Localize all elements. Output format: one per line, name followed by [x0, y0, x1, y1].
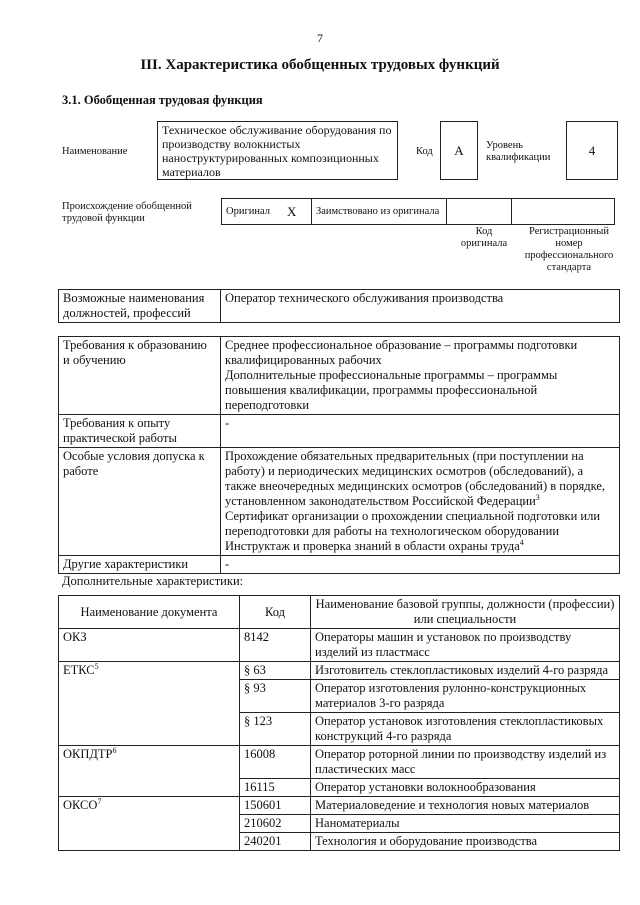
level-value-box: 4	[566, 121, 618, 180]
code-label: Код	[416, 146, 433, 157]
possible-names-value: Оператор технического обслуживания производства	[221, 290, 620, 323]
req-line: Сертификат организации о прохождении специальной подготовки или переподготовки для работы на технологическом оборудовании	[225, 509, 601, 538]
page-number: 7	[317, 31, 323, 45]
code-cell: 8142	[240, 629, 311, 662]
header-code: Код	[240, 596, 311, 629]
code-original-cell	[447, 199, 512, 225]
req-row-experience	[59, 415, 620, 448]
req-value: -	[221, 556, 620, 574]
footnote-ref: 5	[94, 661, 99, 671]
req-label: Требования к опыту практической работы	[59, 415, 221, 448]
reg-number-caption: Регистрационный номер профессионального стандарта	[524, 226, 614, 273]
code-cell: 150601	[240, 797, 311, 815]
code-cell: § 63	[240, 662, 311, 680]
code-value-box: А	[440, 121, 478, 180]
req-value	[221, 337, 620, 415]
footnote-ref: 6	[112, 745, 117, 755]
req-line: Дополнительные профессиональные программы – программы повышения квалификации, программы профессиональной переподготовки	[225, 368, 558, 412]
header-doc: Наименование документа	[59, 596, 240, 629]
doc-cell: ОКЗ	[59, 629, 240, 662]
name-cell: Операторы машин и установок по производству изделий из пластмасс	[311, 629, 620, 662]
name-cell: Материаловедение и технология новых материалов	[311, 797, 620, 815]
doc-cell: ОКСО$^7$	[59, 797, 240, 851]
reg-number-cell	[512, 199, 615, 225]
name-cell: Оператор установок изготовления стеклопластиковых конструкций 4-го разряда	[311, 713, 620, 746]
borrowed-label: Заимствовано из оригинала	[312, 199, 447, 225]
code-cell: 16008	[240, 746, 311, 779]
original-mark: X	[283, 199, 312, 225]
table-row	[59, 797, 620, 815]
possible-names-label: Возможные наименования должностей, профессий	[59, 290, 221, 323]
req-line: Среднее профессиональное образование – программы подготовки квалифицированных рабочих	[225, 338, 578, 367]
subsection-title: 3.1. Обобщенная трудовая функция	[62, 93, 263, 107]
name-cell: Изготовитель стеклопластиковых изделий 4-го разряда	[311, 662, 620, 680]
additional-header-row	[59, 596, 620, 629]
req-line: Инструктаж и проверка знаний в области охраны труда$^4$	[225, 537, 524, 553]
code-cell: § 93	[240, 680, 311, 713]
origin-label: Происхождение обобщенной трудовой функции	[62, 201, 192, 224]
function-name-box: Техническое обслуживание оборудования по производству волокнистых наноструктурированных композиционных материалов	[157, 121, 398, 180]
code-cell: 16115	[240, 779, 311, 797]
header-name: Наименование базовой группы, должности (профессии) или специальности	[311, 596, 620, 629]
name-cell: Технология и оборудование производства	[311, 833, 620, 851]
table-row	[59, 746, 620, 779]
req-row-other	[59, 556, 620, 574]
code-cell: § 123	[240, 713, 311, 746]
req-line: Прохождение обязательных предварительных (при поступлении на работу) и периодических медицинских осмотров (обследований), а также внеочередных медицинских осмотров (обследований) в порядке, установленном законодательством Российской Федерации$^3$	[225, 449, 606, 508]
section-title: III. Характеристика обобщенных трудовых функций	[140, 57, 500, 73]
name-label: Наименование	[62, 146, 128, 157]
name-cell: Оператор установки волокнообразования	[311, 779, 620, 797]
req-row-education	[59, 337, 620, 415]
footnote-ref: 3	[535, 492, 540, 502]
additional-table	[58, 595, 620, 851]
req-value: -	[221, 415, 620, 448]
doc-cell: ОКПДТР$^6$	[59, 746, 240, 797]
code-cell: 240201	[240, 833, 311, 851]
footnote-ref: 7	[97, 796, 102, 806]
req-value	[221, 448, 620, 556]
req-row-admission	[59, 448, 620, 556]
code-cell: 210602	[240, 815, 311, 833]
doc-cell: ЕТКС$^5$	[59, 662, 240, 746]
possible-names-table	[58, 289, 620, 323]
table-row	[59, 629, 620, 662]
code-original-caption: Код оригинала	[460, 226, 508, 249]
requirements-table	[58, 336, 620, 574]
original-label: Оригинал	[222, 199, 284, 225]
req-label: Другие характеристики	[59, 556, 221, 574]
origin-table	[221, 198, 615, 225]
req-label: Особые условия допуска к работе	[59, 448, 221, 556]
level-label: Уровень квалификации	[486, 140, 551, 163]
footnote-ref: 4	[519, 537, 524, 547]
table-row	[59, 662, 620, 680]
additional-title: Дополнительные характеристики:	[62, 574, 244, 588]
name-cell: Оператор роторной линии по производству изделий из пластических масс	[311, 746, 620, 779]
name-cell: Наноматериалы	[311, 815, 620, 833]
name-cell: Оператор изготовления рулонно-конструкционных материалов 3-го разряда	[311, 680, 620, 713]
req-label: Требования к образованию и обучению	[59, 337, 221, 415]
